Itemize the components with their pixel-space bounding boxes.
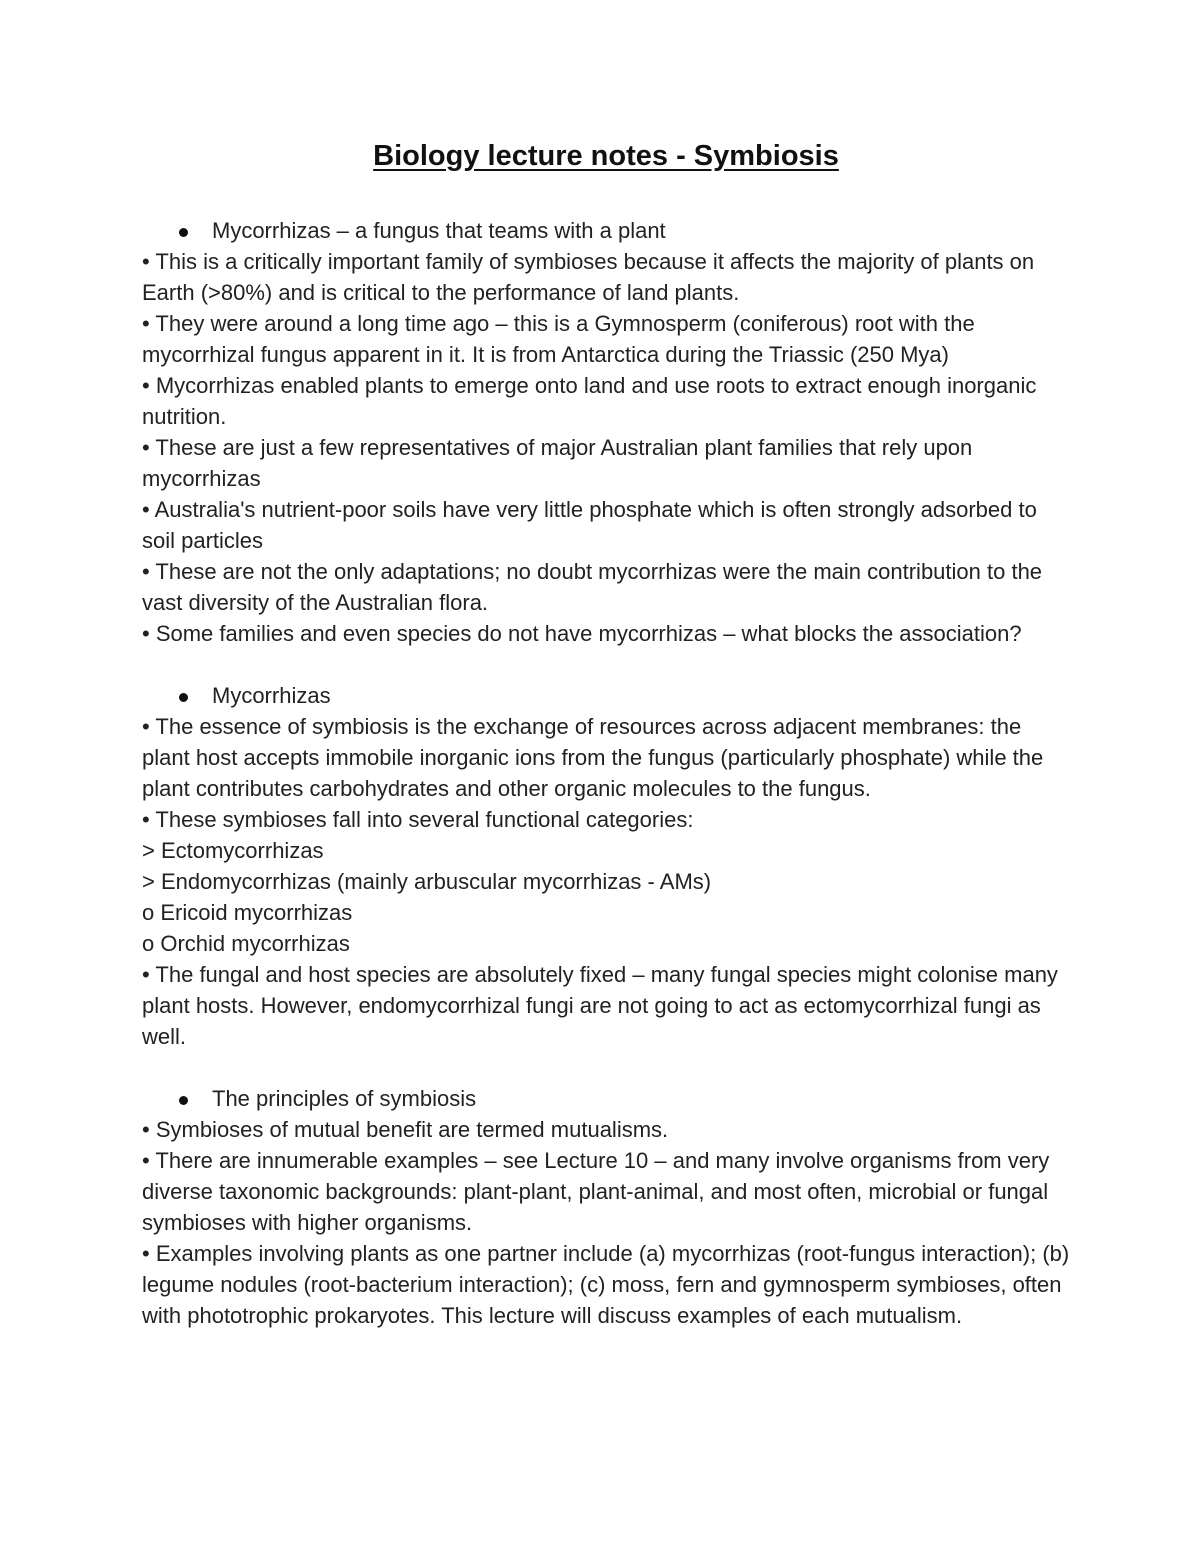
note-line: • Mycorrhizas enabled plants to emerge onto land and use roots to extract enough inorganic nutrition. bbox=[142, 373, 1037, 429]
note-line: • Australia's nutrient-poor soils have very little phosphate which is often strongly adsorbed to soil particles bbox=[142, 497, 1037, 553]
note-line: • Symbioses of mutual benefit are termed mutualisms. bbox=[142, 1117, 669, 1142]
bullet-icon bbox=[179, 1096, 188, 1105]
note-line: • Some families and even species do not have mycorrhizas – what blocks the association? bbox=[142, 621, 1022, 646]
section-heading-text: Mycorrhizas – a fungus that teams with a plant bbox=[212, 218, 666, 243]
note-line: > Endomycorrhizas (mainly arbuscular mycorrhizas - AMs) bbox=[142, 869, 712, 894]
note-line: o Ericoid mycorrhizas bbox=[142, 900, 353, 925]
note-line: • The fungal and host species are absolutely fixed – many fungal species might colonise many plant hosts. However, endomycorrhizal fungi are not going to act as ectomycorrhizal fungi as well. bbox=[142, 962, 1058, 1049]
section-heading-text: Mycorrhizas bbox=[212, 683, 331, 708]
note-line: • There are innumerable examples – see Lecture 10 – and many involve organisms from very diverse taxonomic backgrounds: plant-plant, plant-animal, and most often, microbial or fungal symbioses with higher organisms. bbox=[142, 1148, 1050, 1235]
note-line: • These are not the only adaptations; no doubt mycorrhizas were the main contribution to the vast diversity of the Australian flora. bbox=[142, 559, 1043, 615]
note-line: • Examples involving plants as one partner include (a) mycorrhizas (root-fungus interaction); (b) legume nodules (root-bacterium interaction); (c) moss, fern and gymnosperm symbioses, often with phototrophic prokaryotes. This lecture will discuss examples of each mutualism. bbox=[142, 1241, 1070, 1328]
note-line: • The essence of symbiosis is the exchange of resources across adjacent membranes: the plant host accepts immobile inorganic ions from the fungus (particularly phosphate) while the plant contributes carbohydrates and other organic molecules to the fungus. bbox=[142, 714, 1044, 801]
note-line: • These are just a few representatives of major Australian plant families that rely upon mycorrhizas bbox=[142, 435, 973, 491]
note-line: > Ectomycorrhizas bbox=[142, 838, 324, 863]
section-heading bbox=[142, 215, 1070, 246]
bullet-icon bbox=[179, 693, 188, 702]
note-line: • These symbioses fall into several functional categories: bbox=[142, 807, 694, 832]
section-mycorrhizas-intro bbox=[142, 215, 1070, 649]
section-heading bbox=[142, 1083, 1070, 1114]
note-line: • This is a critically important family of symbioses because it affects the majority of plants on Earth (>80%) and is critical to the performance of land plants. bbox=[142, 249, 1035, 305]
section-heading-text: The principles of symbiosis bbox=[212, 1086, 477, 1111]
section-principles bbox=[142, 1083, 1070, 1331]
section-mycorrhizas bbox=[142, 680, 1070, 1052]
section-heading bbox=[142, 680, 1070, 711]
bullet-icon bbox=[179, 228, 188, 237]
note-line: • They were around a long time ago – this is a Gymnosperm (coniferous) root with the mycorrhizal fungus apparent in it. It is from Antarctica during the Triassic (250 Mya) bbox=[142, 311, 975, 367]
note-line: o Orchid mycorrhizas bbox=[142, 931, 350, 956]
page-title: Biology lecture notes - Symbiosis bbox=[373, 140, 839, 172]
